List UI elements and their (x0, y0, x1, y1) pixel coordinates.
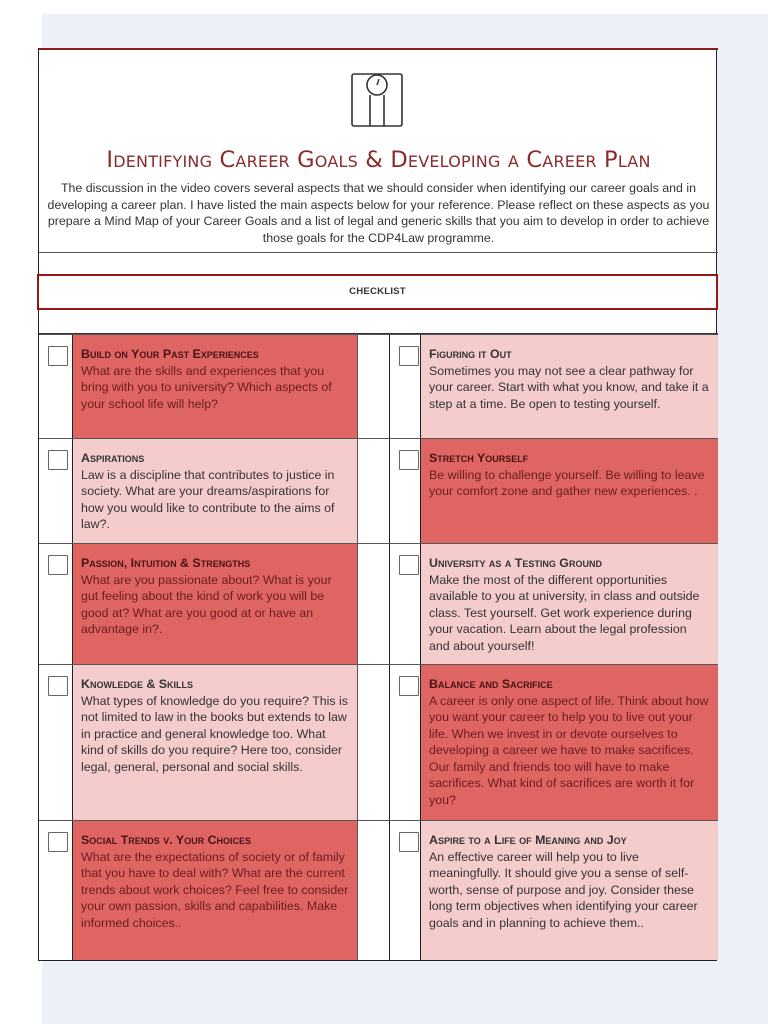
item-title: University as a Testing Ground (429, 556, 602, 570)
item-title: Figuring it Out (429, 347, 512, 361)
intro-paragraph: The discussion in the video covers several aspects that we should consider when identifying our career goals and in developing a career plan. I have listed the main aspects below for your reference. Please reflect on these aspects as you prepare a Mind Map of your Career Goals and a list of legal and generic skills that you aim to develop in order to achieve those goals for the CDP4Law programme. (47, 181, 710, 245)
item-body: What are the skills and experiences that you bring with you to university? Which aspects of your school life will help? (81, 363, 332, 411)
checkbox-stretch-yourself[interactable] (399, 450, 419, 470)
checkbox-cell (39, 821, 73, 960)
checklist-heading: CHECKLIST (37, 274, 718, 310)
item-body: A career is only one aspect of life. Think about how you want your career to help you to live out your life. When we invest in or devote ourselves to developing a career we have to make sacrifices. Our family and friends too will have to make sacrifices. What kind of sacrifices are worth it for you? (429, 693, 709, 807)
item-title: Stretch Yourself (429, 451, 529, 465)
item-title: Aspire to a Life of Meaning and Joy (429, 833, 627, 847)
checklist-item (73, 821, 357, 960)
checkbox-build-on-past[interactable] (48, 346, 68, 366)
column-gap (357, 544, 389, 664)
item-body: Sometimes you may not see a clear pathway for your career. Start with what you know, and take it a step at a time. Be open to testing yourself. (429, 363, 709, 411)
checkbox-cell (39, 544, 73, 664)
item-body: Be willing to challenge yourself. Be willing to leave your comfort zone and gather new experiences. . (429, 467, 705, 498)
column-gap (357, 665, 389, 820)
checklist-item (421, 544, 718, 664)
item-title: Knowledge & Skills (81, 677, 194, 691)
checklist-item (73, 665, 357, 820)
item-body: What are the expectations of society or of family that you have to deal with? What are the current trends about work choices? Feel free to consider your own passion, skills and capabilities. Make informed choices.. (81, 849, 349, 930)
page-title: Identifying Career Goals & Developing a Career Plan (106, 147, 651, 173)
checklist-item (421, 335, 718, 438)
checkbox-knowledge-skills[interactable] (48, 676, 68, 696)
checklist-row (39, 438, 718, 543)
checkbox-passion-intuition[interactable] (48, 555, 68, 575)
item-title: Social Trends v. Your Choices (81, 833, 252, 847)
checklist-item (421, 665, 718, 820)
checklist-row (39, 820, 718, 960)
item-body: Law is a discipline that contributes to justice in society. What are your dreams/aspirations for how you would like to contribute to the aims of law?. (81, 467, 335, 531)
checkbox-cell (389, 335, 421, 438)
checklist-row (39, 543, 718, 664)
column-gap (357, 821, 389, 960)
document-header (39, 48, 718, 253)
checkbox-cell (39, 665, 73, 820)
checkbox-aspire-meaning[interactable] (399, 832, 419, 852)
item-title: Build on Your Past Experiences (81, 347, 259, 361)
checklist-item (73, 335, 357, 438)
checkbox-social-trends[interactable] (48, 832, 68, 852)
checkbox-cell (389, 821, 421, 960)
item-body: An effective career will help you to live meaningfully. It should give you a sense of self-worth, sense of purpose and joy. Consider these long term objectives when identifying your career goals and in planning to achieve them.. (429, 849, 698, 930)
checkbox-cell (389, 439, 421, 543)
checkbox-figuring-it-out[interactable] (399, 346, 419, 366)
checklist-grid (39, 334, 718, 960)
checkbox-cell (39, 439, 73, 543)
item-title: Aspirations (81, 451, 145, 465)
checklist-item (73, 544, 357, 664)
item-body: What are you passionate about? What is your gut feeling about the kind of work you will be good at? What are you good at or have an advantage in?. (81, 572, 332, 636)
item-body: Make the most of the different opportunities available to you at university, in class and outside class. Test yourself. Get work experience during your vacation. Learn about the legal profession and about yourself! (429, 572, 700, 653)
item-body: What types of knowledge do you require? This is not limited to law in the books but extends to law in practice and general knowledge too. What kind of skills do you require? Here too, consider legal, general, personal and social skills. (81, 693, 349, 774)
column-gap (357, 439, 389, 543)
column-gap (357, 335, 389, 438)
checklist-row (39, 664, 718, 820)
checkbox-balance-sacrifice[interactable] (399, 676, 419, 696)
scale-icon (350, 70, 404, 128)
checkbox-cell (39, 335, 73, 438)
checkbox-cell (389, 665, 421, 820)
document-sheet (38, 48, 717, 961)
checklist-item (421, 821, 718, 960)
checklist-row (39, 334, 718, 438)
item-title: Passion, Intuition & Strengths (81, 556, 251, 570)
checkbox-university-testing[interactable] (399, 555, 419, 575)
checkbox-aspirations[interactable] (48, 450, 68, 470)
checkbox-cell (389, 544, 421, 664)
checklist-item (73, 439, 357, 543)
checklist-item (421, 439, 718, 543)
item-title: Balance and Sacrifice (429, 677, 553, 691)
